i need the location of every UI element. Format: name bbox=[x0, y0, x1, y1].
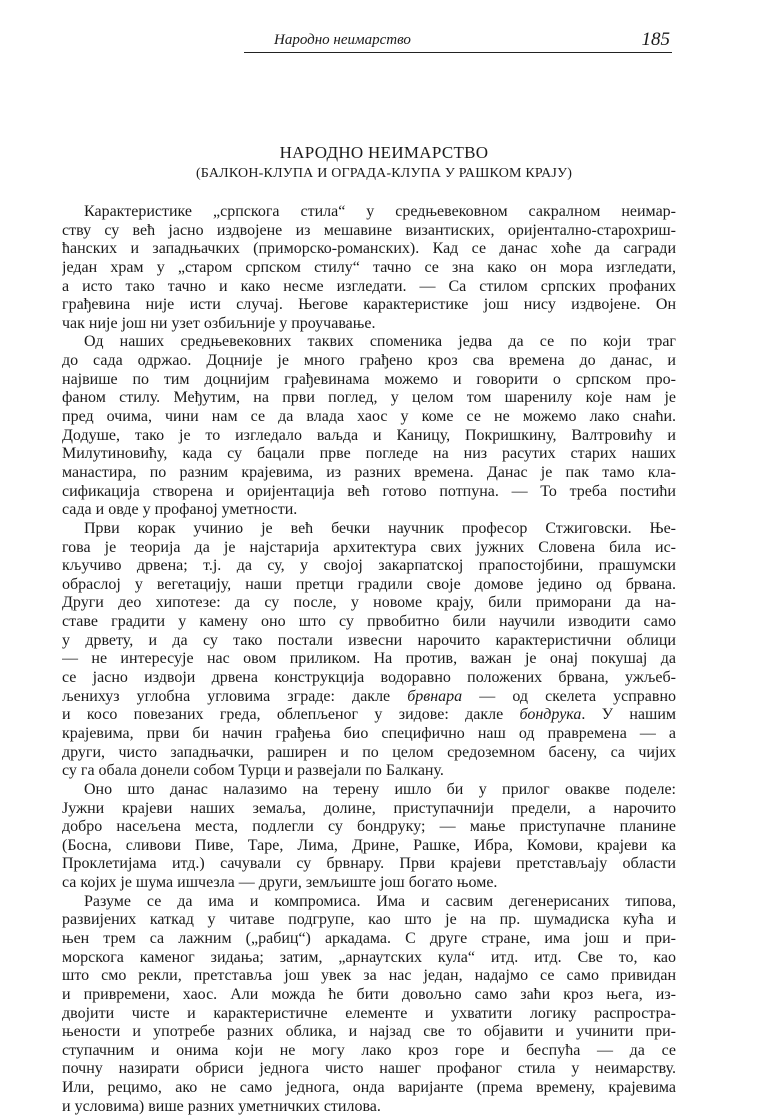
text-line: — не интересује нас овом приликом. На против, важан је онај покушај да bbox=[62, 650, 676, 668]
text-line: сификација створена и оријентација већ готово потпуна. — То треба постићи bbox=[62, 482, 676, 500]
text-line: други, чисто западњачки, раширен и по целом средоземном басену, са чијих bbox=[62, 743, 676, 761]
running-header bbox=[244, 30, 672, 53]
text-line: ћанских и западњачких (приморско-романских). Кад се данас хоће да сагради bbox=[62, 240, 676, 258]
text-line: са којих је шума ишчезла — други, земљиште још богато њоме. bbox=[62, 874, 498, 892]
term-bondruka: бондрука bbox=[519, 706, 582, 724]
text-line: до сада одржао. Доцније је много грађено кроз сва времена до данас, и bbox=[62, 352, 676, 370]
text-line: Милутиновићу, када су бацали прве погледе на низ расутих старих наших bbox=[62, 445, 676, 463]
text-line: обраслој у вегетацију, наши претци градили своје домове једино од брвана. bbox=[62, 575, 676, 593]
term-brvnara: брвнара bbox=[407, 687, 463, 705]
text-line bbox=[62, 688, 676, 707]
text-line: морскога каменог зидања; затим, „арнаутских кула“ итд. итд. Све то, као bbox=[62, 948, 676, 966]
text-line: у дрвету, и да су тако постали извесни нарочито карактеристични облици bbox=[62, 631, 676, 649]
running-head-title: Народно неимарство bbox=[274, 32, 411, 48]
text-segment: — од скелета усправно bbox=[462, 687, 676, 705]
text-line: Разуме се да има и компромиса. Има и сасвим дегенерисаних типова, bbox=[84, 892, 676, 910]
text-line: се јасно издвоји дрвена конструкција водоравно положених брвана, ужљеб- bbox=[62, 669, 676, 687]
text-line: Јужни крајеви наших земаља, долине, приступачнији предели, а нарочито bbox=[62, 799, 676, 817]
text-line: ставе градити у камену оно што су првобитно били научили изводити само bbox=[62, 613, 676, 631]
text-line: и привремени, хаос. Али можда ће бити довољно само заћи кроз њега, из- bbox=[62, 985, 676, 1003]
text-line: њен трем са лажним („рабиц“) аркадама. С друге стране, има још и при- bbox=[62, 929, 676, 947]
text-line: Од наших средњевековних таквих споменика једва да се по који траг bbox=[84, 333, 676, 351]
text-line: ступачним и онима који не могу лако кроз горе и беспућа — да се bbox=[62, 1041, 676, 1059]
text-line: гова је теорија да је најстарија архитектура свих јужних Словена била ис- bbox=[62, 538, 676, 556]
text-segment: и косо повезаних греда, облепљеног у зидове: дакле bbox=[62, 706, 504, 724]
text-line: чак није још ни узет озбиљније у проучавање. bbox=[62, 314, 376, 332]
page-number: 185 bbox=[641, 29, 670, 50]
text-line: један храм у „старом српском стилу“ тачно се зна како он мора изгледати, bbox=[62, 258, 676, 276]
text-line: добро насељена места, подлегли су бондруку; — мање приступачне планине bbox=[62, 818, 676, 836]
text-segment: . У нашим bbox=[581, 706, 676, 724]
article-body bbox=[62, 203, 676, 1116]
text-line: и условима) више разних уметничких стилова. bbox=[62, 1097, 381, 1115]
text-line: грађевина није исти случај. Његове карактеристике још нису издвојене. Он bbox=[62, 296, 676, 314]
text-line: (Босна, сливови Пиве, Таре, Лима, Дрине, Рашке, Ибра, Комови, крајеви ка bbox=[62, 836, 676, 854]
text-line: пред очима, чини нам се да влада хаос у коме се не можемо лако снаћи. bbox=[62, 408, 676, 426]
text-line: Додуше, тако је то изгледало ваљда и Каницу, Покришкину, Валтровићу и bbox=[62, 426, 676, 444]
text-line: Други део хипотезе: да су после, у новоме крају, били приморани да на- bbox=[62, 594, 676, 612]
text-line: крајевима, први би начин грађења био специфично наш од правремена — а bbox=[62, 724, 676, 742]
article-subtitle: (БАЛКОН-КЛУПА И ОГРАДА-КЛУПА У РАШКОМ КРАЈУ) bbox=[195, 166, 573, 181]
text-line: а исто тако тачно и како несме изгледати. — Са стилом српских профаних bbox=[62, 277, 676, 295]
text-segment: љенихуз углобна угловима зграде: дакле bbox=[62, 687, 391, 705]
text-line bbox=[62, 706, 676, 725]
article-title: НАРОДНО НЕИМАРСТВО bbox=[279, 143, 489, 162]
text-line: највише по тим доцнијим грађевинама можемо и говорити о српском про- bbox=[62, 370, 676, 388]
text-line: манастира, по разним крајевима, из разних времена. Данас је пак тамо кла- bbox=[62, 463, 676, 481]
text-line: сада и овде у профаној уметности. bbox=[62, 501, 298, 519]
text-line: њености и употребе разних облика, и најзад све то објавити и учинити при- bbox=[62, 1023, 676, 1041]
text-line: кључиво дрвена; т.ј. да су, у својој закарпатској прапостојбини, прашумски bbox=[62, 557, 676, 575]
text-line: Проклетијама итд.) сачували су брвнару. Први крајеви претстављају области bbox=[62, 855, 676, 873]
text-line: Карактеристике „српскога стила“ у средњевековном сакралном неимар- bbox=[84, 203, 676, 220]
text-line: Први корак учинио је већ бечки научник професор Стжиговски. Ње- bbox=[84, 519, 676, 537]
text-line: развијених каткад у читаве подгрупе, као што је на пр. шумадиска кућа и bbox=[62, 911, 676, 929]
text-line: фаном стилу. Међутим, на први поглед, у целом том шаренилу које нам је bbox=[62, 389, 676, 407]
text-line: су га обала донели собом Турци и развејали по Балкану. bbox=[62, 762, 444, 780]
text-line: Или, рецимо, ако не само једнога, онда варијанте (према времену, крајевима bbox=[62, 1079, 676, 1097]
text-line: Оно што данас налазимо на терену ишло би у прилог овакве поделе: bbox=[84, 780, 676, 798]
text-line: ству су већ јасно издвојене из мешавине византиских, оријентално-старохриш- bbox=[62, 221, 676, 239]
text-line: што смо рекли, претставља још увек за нас један, надајмо се само привидан bbox=[62, 967, 676, 985]
text-line: почну назирати обриси једнога чисто нашег профаног стила у неимарству. bbox=[62, 1060, 676, 1078]
text-line: двојити чисте и карактеристичне елементе и ухватити логику распростра- bbox=[62, 1004, 676, 1022]
